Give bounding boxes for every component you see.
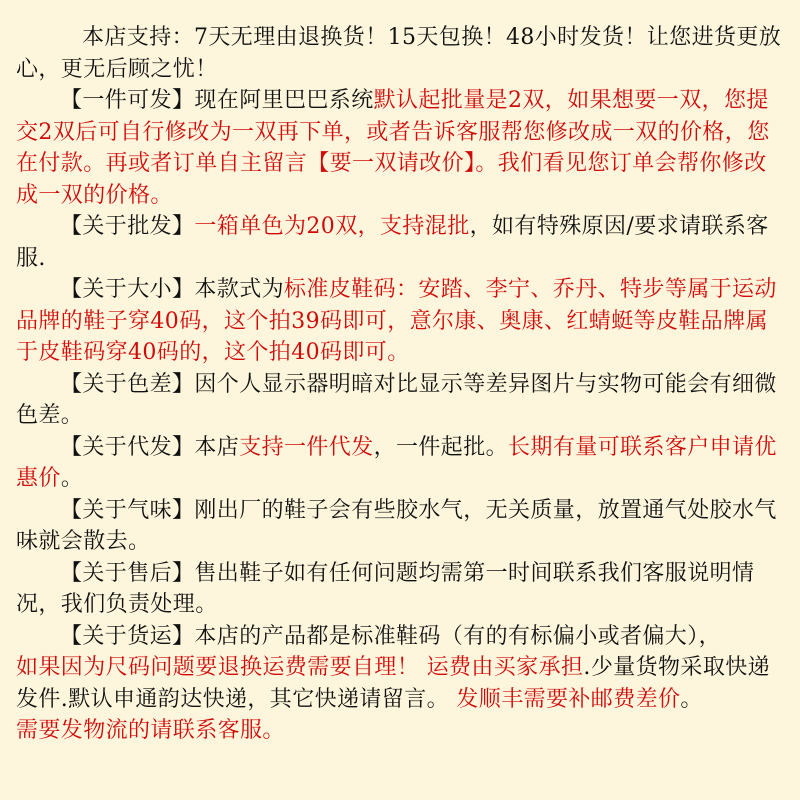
size-highlight: 标准皮鞋码：安踏、李宁、乔丹、特步等属于运动品牌的鞋子穿40码，这个拍39码即可，意尔康、奥康、红蜻蜓等皮鞋品牌属于皮鞋码穿40码的，这个拍40码即可。 [16,277,777,365]
wholesale-heading: 【关于批发】 [60,214,195,239]
courier-text: .少量货物采取快递发件.默认申通韵达快递，其它快递请留言。 [16,655,771,712]
logistics-highlight: 需要发物流的请联系客服。 [16,718,285,743]
wholesale-paragraph [16,211,788,274]
wholesale-text: ，如有特殊原因/要求请联系客服. [16,214,769,271]
dropship-paragraph [16,432,788,495]
dropship-highlight: 支持一件代发 [239,434,374,460]
one-piece-highlight: 默认起批量是2双，如果想要一双，您提交2双后可自行修改为一双再下单，或者告诉客服帮您修改成一双的价格，您在付款。再或者订单自主留言【要一双请改价】。我们看见您订单会帮你修改成一双的价格。 [16,88,770,208]
smell-paragraph [16,495,788,558]
shipping-text: 【关于货运】本店的产品都是标准鞋码（有的有标偏小或者偏大）， [60,623,722,649]
sf-express-highlight: 发顺丰需要补邮费差价 [456,686,681,712]
size-heading: 【关于大小】本款式为 [60,277,285,302]
intro-paragraph [16,22,788,85]
dropship-text: ，一件起批。 [373,434,509,460]
size-paragraph [16,274,788,369]
dropship-heading: 【关于代发】本店 [60,434,240,460]
intro-text: 本店支持：7天无理由退换货！15天包换！48小时发货！让您进货更放心，更无后顾之忧！ [16,25,782,82]
buyer-pays-highlight: 运费由买家承担 [426,655,584,680]
return-shipping-highlight: 如果因为尺码问题要退换运费需要自理！ [16,655,420,680]
one-piece-paragraph [16,85,788,211]
color-text: 【关于色差】因个人显示器明暗对比显示等差异图片与实物可能会有细微色差。 [16,371,777,428]
shipping-paragraph [16,621,788,653]
after-sales-paragraph [16,558,788,621]
shipping-details-end: 。 [680,686,703,712]
wholesale-highlight: 一箱单色为20双，支持混批 [194,214,470,239]
dropship-discount-highlight: 长期有量可联系客户申请优惠价 [16,434,777,491]
logistics-paragraph [16,715,788,747]
one-piece-heading: 【一件可发】现在阿里巴巴系统 [60,88,374,113]
dropship-end: 。 [60,466,84,491]
after-sales-text: 【关于售后】售出鞋子如有任何问题均需第一时间联系我们客服说明情况，我们负责处理。 [16,560,755,617]
color-paragraph [16,369,788,432]
smell-text: 【关于气味】刚出厂的鞋子会有些胶水气，无关质量，放置通气处胶水气味就会散去。 [16,497,777,554]
shipping-details-paragraph [16,652,788,715]
